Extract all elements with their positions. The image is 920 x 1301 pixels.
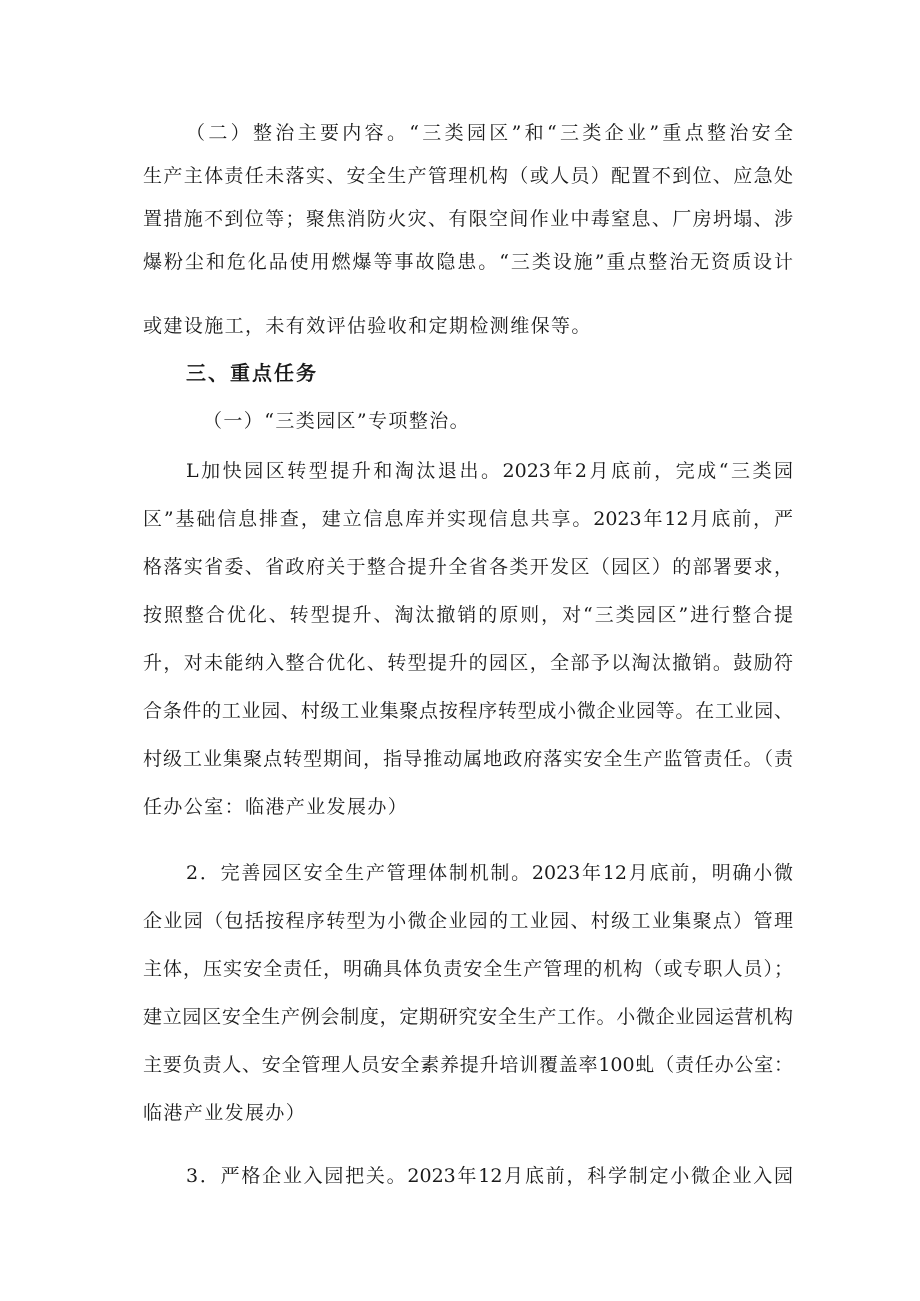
paragraph-line: 爆粉尘和危化品使用燃爆等事故隐患。“三类设施”重点整治无资质设计 xyxy=(143,251,793,273)
subsection-heading: （一）“三类园区”专项整治。 xyxy=(203,410,471,432)
paragraph-line: 企业园（包括按程序转型为小微企业园的工业园、村级工业集聚点）管理 xyxy=(143,910,793,932)
paragraph-line: 置措施不到位等；聚焦消防火灾、有限空间作业中毒窒息、厂房坍塌、涉 xyxy=(143,208,793,230)
paragraph-line: 村级工业集聚点转型期间，指导推动属地政府落实安全生产监管责任。（责 xyxy=(143,748,793,770)
paragraph-line: 3．严格企业入园把关。2023年12月底前，科学制定小微企业入园 xyxy=(186,1165,793,1187)
paragraph-line: 任办公室：临港产业发展办） xyxy=(143,796,409,818)
paragraph-line: 升，对未能纳入整合优化、转型提升的园区，全部予以淘汰撤销。鼓励符 xyxy=(143,652,793,674)
paragraph-line: 生产主体责任未落实、安全生产管理机构（或人员）配置不到位、应急处 xyxy=(143,165,793,187)
paragraph-line: 主体，压实安全责任，明确具体负责安全生产管理的机构（或专职人员）； xyxy=(143,958,793,980)
section-heading: 三、重点任务 xyxy=(186,361,318,385)
paragraph-line: 格落实省委、省政府关于整合提升全省各类开发区（园区）的部署要求， xyxy=(143,556,793,578)
paragraph-line: 临港产业发展办） xyxy=(143,1102,307,1124)
paragraph-line: （二）整治主要内容。“三类园区”和“三类企业”重点整治安全 xyxy=(186,122,793,144)
paragraph-line: 建立园区安全生产例会制度，定期研究安全生产工作。小微企业园运营机构 xyxy=(143,1006,793,1028)
paragraph-line: L加快园区转型提升和淘汰退出。2023年2月底前，完成“三类园 xyxy=(186,460,793,482)
paragraph-line: 区”基础信息排查，建立信息库并实现信息共享。2023年12月底前，严 xyxy=(143,508,793,530)
paragraph-line: 或建设施工，未有效评估验收和定期检测维保等。 xyxy=(143,315,592,337)
paragraph-line: 主要负责人、安全管理人员安全素养提升培训覆盖率100虬（责任办公室： xyxy=(143,1054,793,1076)
paragraph-line: 合条件的工业园、村级工业集聚点按程序转型成小微企业园等。在工业园、 xyxy=(143,700,793,722)
paragraph-line: 按照整合优化、转型提升、淘汰撤销的原则，对“三类园区”进行整合提 xyxy=(143,604,793,626)
paragraph-line: 2．完善园区安全生产管理体制机制。2023年12月底前，明确小微 xyxy=(186,862,793,884)
